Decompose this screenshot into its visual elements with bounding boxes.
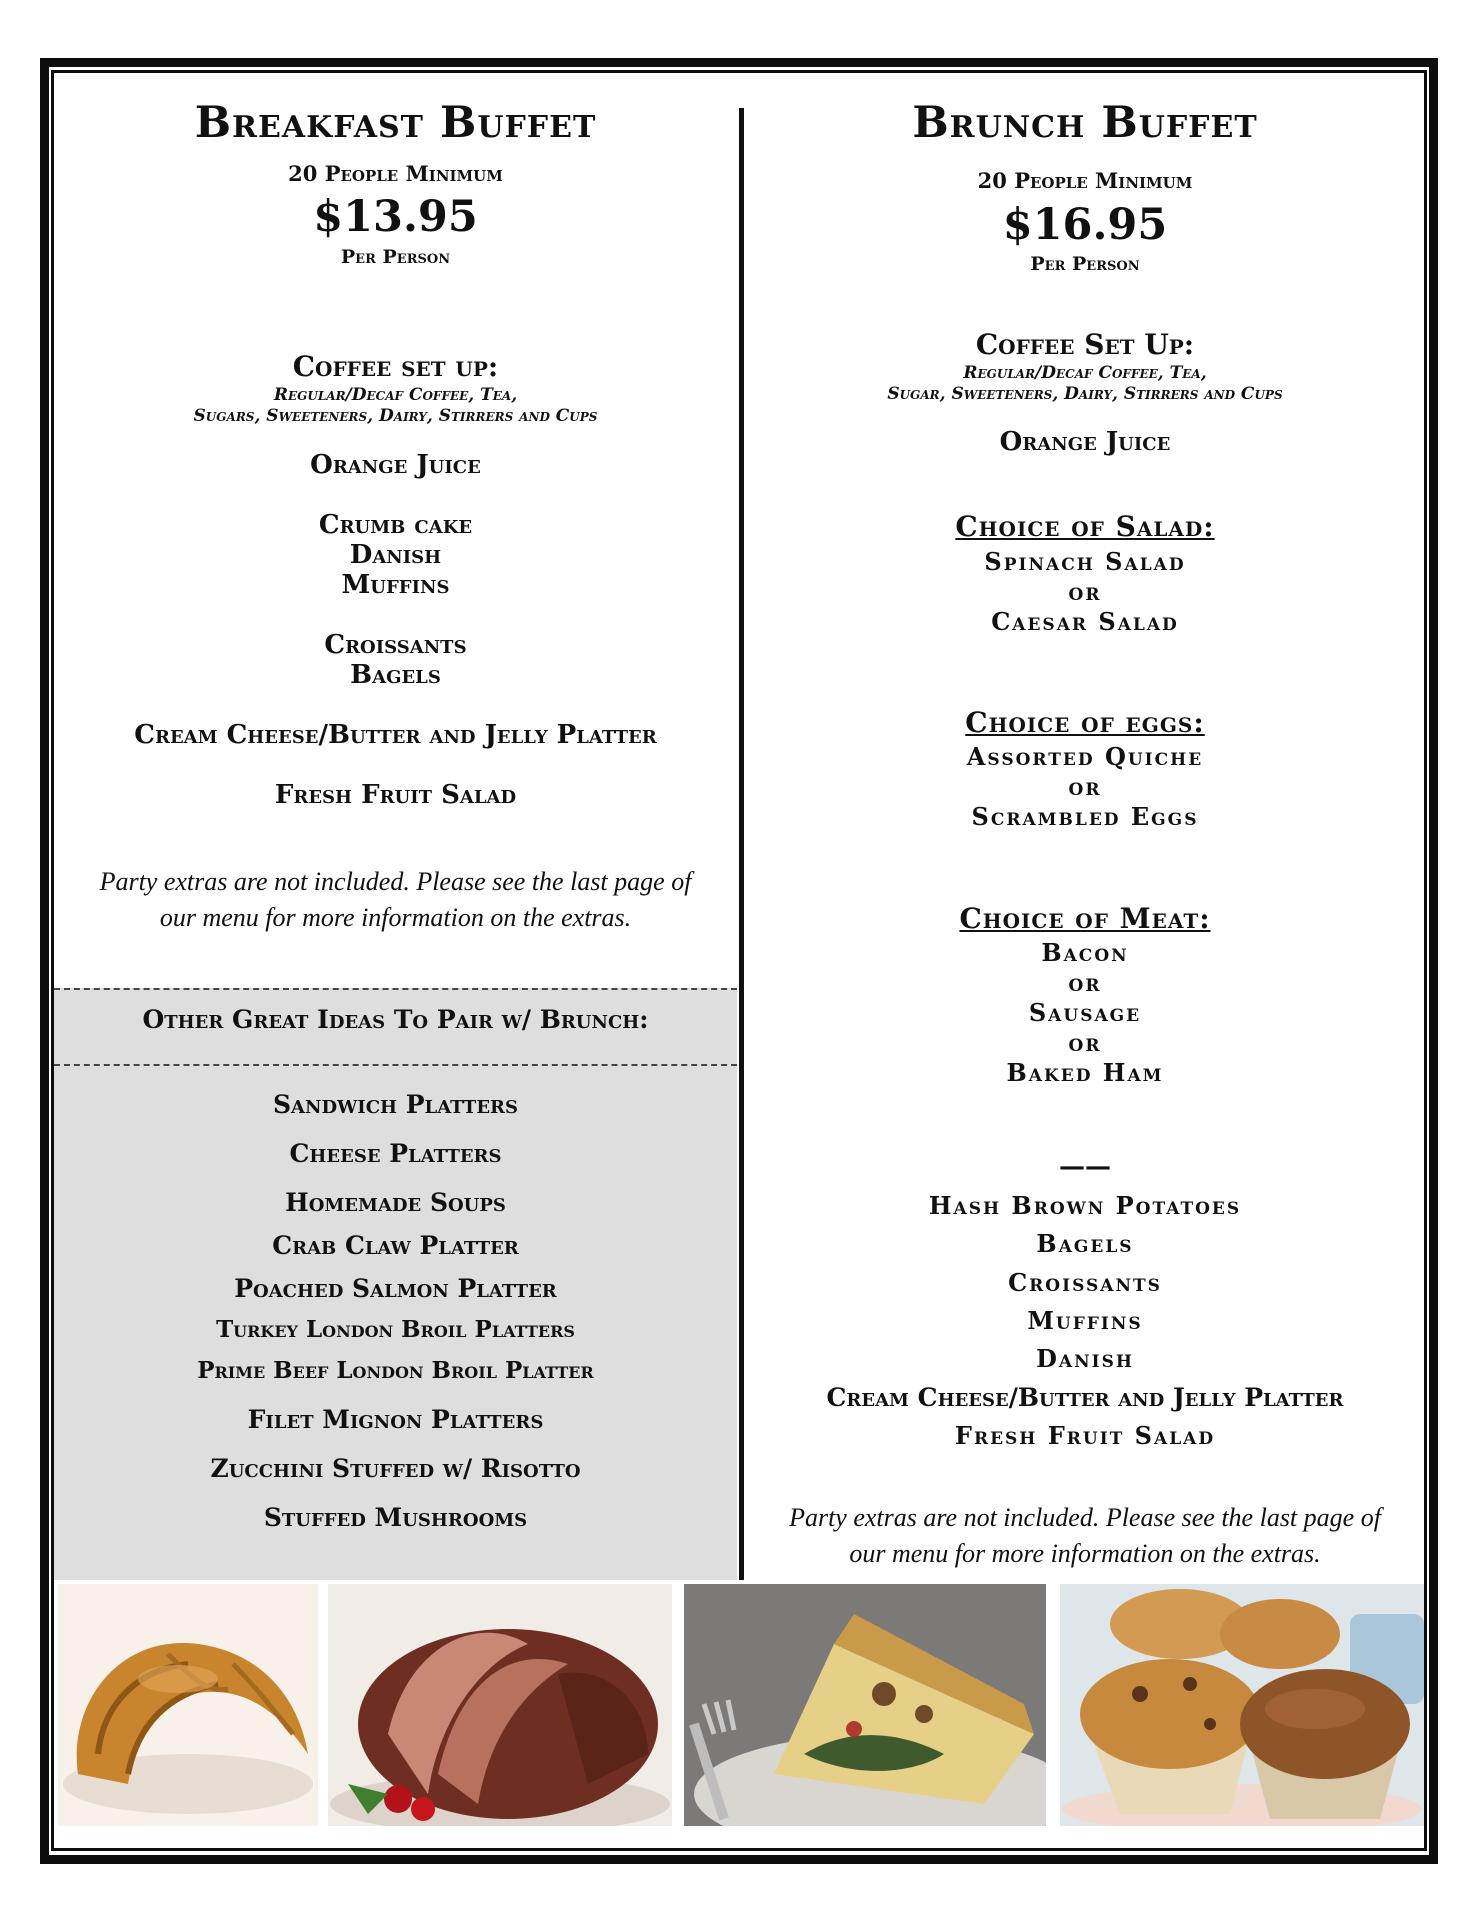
brunch-title: Brunch Buffet [912, 98, 1258, 148]
idea-item: Prime Beef London Broil Platter [197, 1357, 594, 1384]
idea-item: Sandwich Platters [272, 1090, 518, 1119]
brunch-eggs-option: Scrambled Eggs [971, 802, 1199, 831]
idea-item: Filet Mignon Platters [247, 1405, 544, 1434]
croissant-photo [58, 1584, 318, 1826]
brunch-side-item: Danish [1036, 1344, 1134, 1373]
brunch-salad-option: or [1068, 577, 1102, 606]
muffins-image [1060, 1584, 1424, 1826]
breakfast-note-line1: Party extras are not included. Please see the last page of [99, 867, 692, 896]
brunch-eggs-heading: Choice of eggs: [965, 706, 1205, 739]
brunch-separator: —— [1059, 1152, 1111, 1182]
brunch-meat-option: Bacon [1041, 938, 1129, 967]
brunch-orange-juice: Orange Juice [999, 427, 1171, 457]
brunch-side-item: Croissants [1008, 1268, 1162, 1297]
brunch-side-item: Hash Brown Potatoes [928, 1191, 1242, 1220]
column-divider [739, 108, 744, 1580]
brunch-minimum: 20 People Minimum [977, 168, 1193, 193]
idea-item: Turkey London Broil Platters [216, 1316, 575, 1343]
breakfast-price: $13.95 [313, 192, 478, 242]
brunch-meat-heading: Choice of Meat: [959, 902, 1211, 935]
brunch-eggs-option: Assorted Quiche [966, 742, 1204, 771]
brunch-price: $16.95 [1002, 200, 1168, 250]
brunch-note-line2: our menu for more information on the extras. [849, 1539, 1321, 1568]
brunch-coffee-heading: Coffee Set Up: [975, 328, 1195, 361]
brunch-meat-option: Sausage [1028, 998, 1142, 1027]
breakfast-coffee-line2: Sugars, Sweeteners, Dairy, Stirrers and Cups [193, 406, 598, 426]
brunch-salad-option: Spinach Salad [984, 547, 1186, 576]
idea-item: Crab Claw Platter [272, 1231, 519, 1260]
breakfast-coffee-line1: Regular/Decaf Coffee, Tea, [273, 385, 518, 405]
breakfast-coffee-heading: Coffee set up: [292, 350, 499, 383]
breakfast-pastry-item: Crumb cake [318, 510, 473, 540]
brunch-meat-option: Baked Ham [1006, 1058, 1164, 1087]
brunch-meat-option: or [1068, 968, 1102, 997]
brunch-coffee-line2: Sugar, Sweeteners, Dairy, Stirrers and Cups [887, 384, 1283, 404]
breakfast-title: Breakfast Buffet [194, 98, 597, 148]
breakfast-fruit: Fresh Fruit Salad [274, 780, 517, 810]
idea-item: Homemade Soups [285, 1188, 506, 1217]
breakfast-bread-item: Croissants [324, 630, 467, 660]
brunch-side-item: Fresh Fruit Salad [954, 1421, 1216, 1450]
croissant-image [58, 1584, 318, 1826]
idea-item: Cheese Platters [289, 1139, 502, 1168]
quiche-image [684, 1584, 1046, 1826]
idea-item: Stuffed Mushrooms [263, 1503, 528, 1532]
breakfast-bread-item: Bagels [350, 660, 441, 690]
breakfast-orange-juice: Orange Juice [310, 450, 481, 480]
brunch-side-item: Cream Cheese/Butter and Jelly Platter [826, 1383, 1344, 1412]
ham-image [328, 1584, 672, 1826]
idea-item: Poached Salmon Platter [234, 1274, 557, 1303]
breakfast-pastry-item: Muffins [341, 570, 450, 600]
brunch-note-line1: Party extras are not included. Please see the last page of [789, 1503, 1381, 1532]
breakfast-pastry-item: Danish [349, 540, 442, 570]
brunch-meat-option: or [1068, 1028, 1102, 1057]
baked-ham-photo [328, 1584, 672, 1826]
breakfast-note-line2: our menu for more information on the extras. [159, 903, 632, 932]
breakfast-platter: Cream Cheese/Butter and Jelly Platter [134, 720, 657, 750]
brunch-coffee-line1: Regular/Decaf Coffee, Tea, [963, 363, 1207, 383]
ideas-heading: Other Great Ideas To Pair w/ Brunch: [142, 1005, 649, 1034]
breakfast-per-person: Per Person [340, 246, 451, 268]
idea-item: Zucchini Stuffed w/ Risotto [210, 1454, 581, 1483]
brunch-eggs-option: or [1068, 772, 1102, 801]
brunch-salad-option: Caesar Salad [991, 607, 1179, 636]
breakfast-minimum: 20 People Minimum [288, 161, 503, 186]
brunch-salad-heading: Choice of Salad: [955, 510, 1215, 543]
muffins-photo [1060, 1584, 1424, 1826]
brunch-per-person: Per Person [1030, 253, 1140, 275]
brunch-side-item: Bagels [1036, 1229, 1134, 1258]
brunch-side-item: Muffins [1027, 1306, 1143, 1335]
quiche-photo [684, 1584, 1046, 1826]
